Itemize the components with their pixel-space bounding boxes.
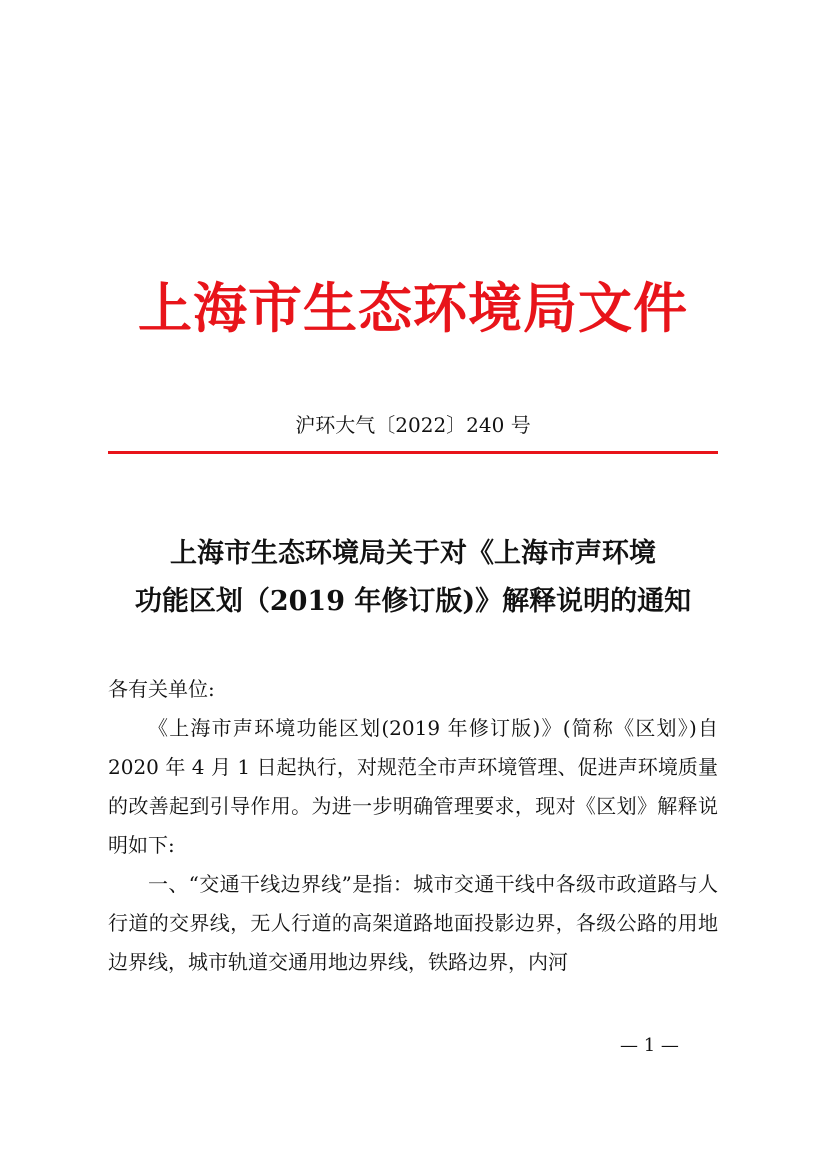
notice-title — [60, 530, 766, 626]
red-separator-line — [108, 451, 718, 454]
notice-title-line-1: 上海市生态环境局关于对《上海市声环境 — [170, 538, 656, 569]
paragraph-item-1: 一、“交通干线边界线”是指：城市交通干线中各级市政道路与人行道的交界线，无人行道的高架道路地面投影边界，各级公路的用地边界线，城市轨道交通用地边界线，铁路边界，内河 — [108, 872, 718, 974]
notice-title-line-2: 功能区划（2019 年修订版)》解释说明的通知 — [134, 586, 692, 617]
document-number: 沪环大气〔2022〕240 号 — [295, 413, 531, 437]
salutation: 各有关单位: — [108, 677, 215, 701]
masthead-title: 上海市生态环境局文件 — [138, 276, 688, 340]
page-number: — 1 — — [620, 1035, 679, 1056]
paragraph-intro: 《上海市声环境功能区划(2019 年修订版)》(简称《区划》)自 2020 年 4 月 1 日起执行，对规范全市声环境管理、促进声环境质量的改善起到引导作用。为进一步明确管理要求，现对《区划》解释说明如下: — [108, 716, 718, 857]
notice-body — [108, 670, 718, 982]
